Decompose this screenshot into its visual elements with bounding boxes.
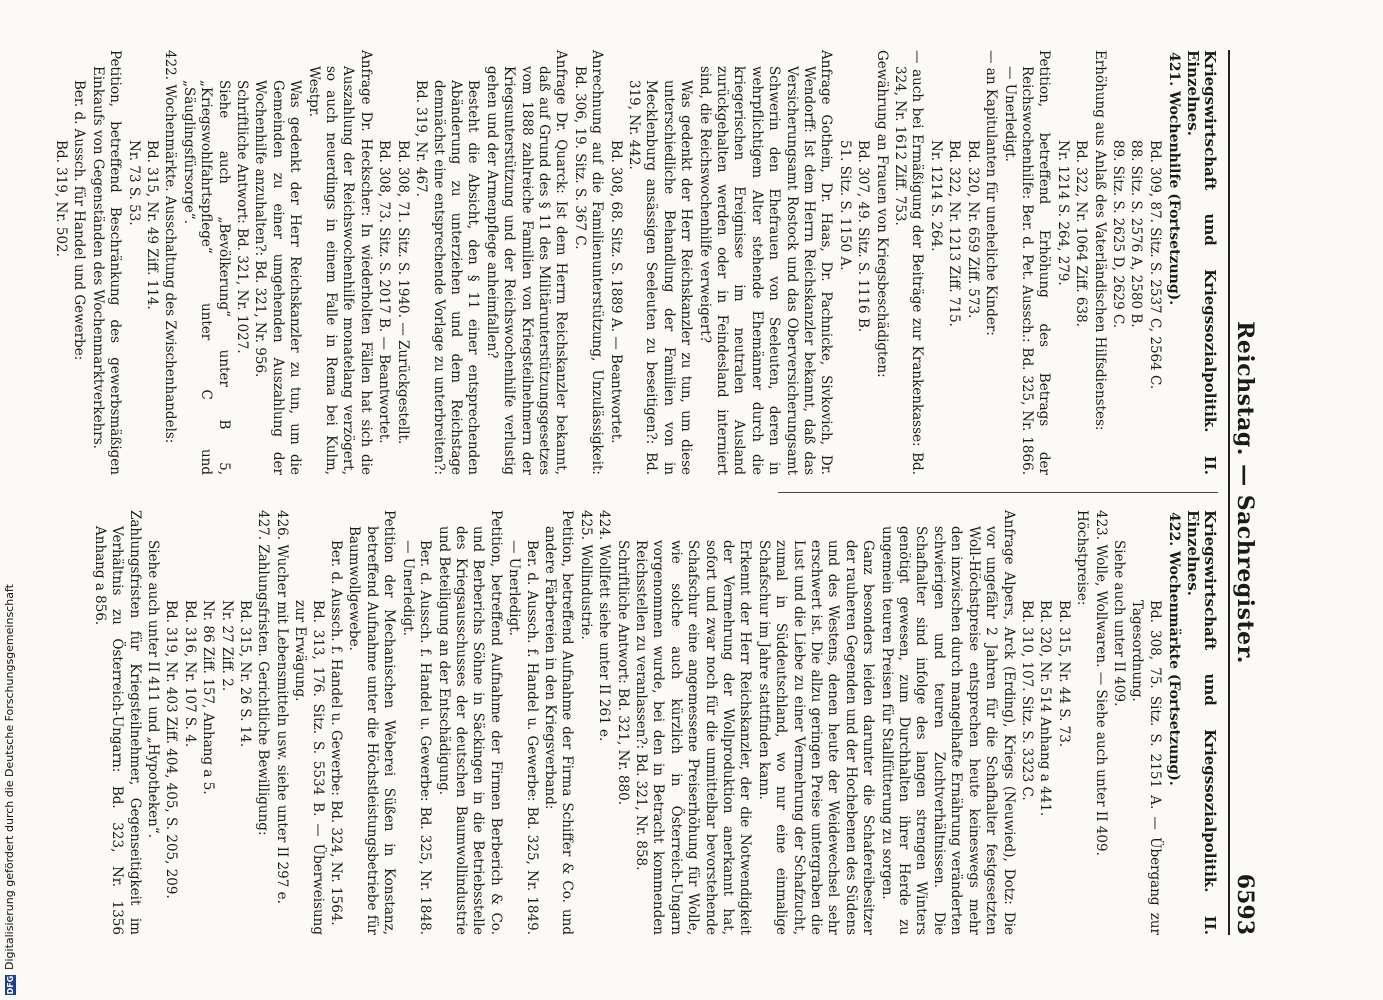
- right-entry: 427. Zahlungsfristen. Gerichtliche Bewilligung:: [255, 510, 272, 836]
- right-entry: 424. Wollfett siehe unter II 261 e.: [596, 510, 613, 742]
- left-entry: Besteht die Absicht, den § 11 einer entsprechenden Abänderung zu unterziehen und dem Reichstage demnächst eine entsprechende Vorlage zu unterbreiten?: Bd. 319, Nr. 467.: [413, 80, 482, 475]
- right-entry: Bd. 316, Nr. 107 S. 4.: [181, 600, 198, 748]
- right-column: [18, 510, 1218, 935]
- left-entries: [52, 50, 1163, 475]
- left-entry: Nr. 1214 S. 264, 279.: [1054, 140, 1071, 286]
- page-number: 6593: [1232, 873, 1258, 935]
- right-entry: Bd. 315, Nr. 44 S. 73.: [1055, 600, 1072, 748]
- left-sub-head: 421. Wochenhilfe (Fortsetzung).: [1166, 52, 1183, 306]
- left-entry: Erhöhung aus Anlaß des Vaterländischen Hilfsdienstes:: [1091, 50, 1108, 431]
- right-entry: Petition, betreffend Aufnahme der Firmen Berberich & Co. und Berberichs Söhne in Säckingen in die Betriebsstelle des Kriegsausschusses der deutschen Baumwollindustrie und Beteiligung an der Entschädigung.: [435, 510, 504, 935]
- left-entry: 51. Sitz. S. 1150 A.: [836, 140, 853, 271]
- right-entry: 423. Wolle, Wollwaren. — Siehe auch unter II 409.: [1092, 510, 1109, 856]
- page-content: [0, 50, 1280, 935]
- left-entry: Was gedenkt der Herr Reichskanzler zu tun, um die Gemeinden zu einer umgehenden Auszahlung der Wochenhilfe anzuhalten?: Bd. 321, Nr. 956.: [252, 80, 304, 475]
- running-header: [1228, 50, 1260, 935]
- right-entry: Bd. 315, Nr. 26 S. 14.: [237, 600, 254, 748]
- right-entry: Bd. 320, Nr. 514 Anhang a 441.: [1037, 600, 1054, 817]
- right-entry: Siehe auch unter II 411 und „Hypotheken“.: [145, 540, 162, 839]
- right-entry: Höchstpreise:: [1074, 510, 1091, 606]
- right-entry: 425. Wollindustrie.: [577, 510, 594, 640]
- right-entry: Petition, betreffend Aufnahme der Firma Schiffer & Co. und andere Färbereien in den Kriegsverband:: [541, 510, 576, 935]
- right-entry: Ber. d. Aussch. f. Handel u. Gewerbe: Bd. 325, Nr. 1848. — Unerledigt.: [399, 540, 434, 935]
- right-entry: 426. Wucher mit Lebensmitteln usw. siehe unter II 297 e.: [273, 510, 290, 904]
- right-entry: Ber. d. Aussch. f. Handel u. Gewerbe: Bd. 324, Nr. 1564.: [328, 540, 345, 926]
- left-entry: Bd. 320, Nr. 659 Ziff. 573.: [964, 140, 981, 319]
- left-entry: 422. Wochenmärkte. Ausschaltung des Zwischenhandels:: [162, 50, 179, 444]
- right-entry: Siehe auch unter II 409.: [1110, 540, 1127, 707]
- right-entry: Bd. 313, 176. Sitz. S. 5534 B. — Überweisung zur Erwägung.: [292, 600, 326, 935]
- left-entry: Bd. 308, 73. Sitz. S. 2017 B. — Beantwortet.: [376, 140, 393, 444]
- right-sub-head: 422. Wochenmärkte (Fortsetzung).: [1166, 512, 1183, 786]
- right-entry: Zahlungsfristen für Kriegsteilnehmer, Gegenseitigkeit im Verhältnis zu Österreich-Ungarn: Bd. 323, Nr. 1356 Anhang a 856.: [91, 510, 143, 935]
- left-entry: Nr. 73 S. 53.: [125, 140, 142, 226]
- footer-credit-text: Digitalisierung gefördert durch die Deutsche Forschungsgemeinschaft: [3, 584, 16, 970]
- left-entry: Petition, betreffend Beschränkung des gewerbsmäßigen Einkaufs von Gegenständen des Wochenmarktverkehrs.: [89, 50, 124, 475]
- right-entry: Schriftliche Antwort: Bd. 321, Nr. 880.: [614, 540, 631, 806]
- left-entry: — auch bei Ermäßigung der Beiträge zur Krankenkasse: Bd. 324, Nr. 1612 Ziff. 753.: [892, 50, 926, 475]
- left-entry: Nr. 1214 S. 264.: [927, 140, 944, 252]
- left-entry: Bd. 322, Nr. 1064 Ziff. 638.: [1073, 140, 1090, 327]
- left-entry: Bd. 308, 68. Sitz. S. 1889 A. — Beantwortet.: [607, 140, 624, 444]
- left-entry: Anrechnung auf die Familienunterstützung, Unzulässigkeit: Bd. 306, 19. Sitz. S. 367 C.: [571, 50, 606, 475]
- right-entry: Anfrage Alpers, Arck (Erding), Kriegs (Neuwied), Dotz: Die vor ungefähr 2 Jahren für die Schafhalter festgesetzten Woll-Höchstpreise entsprechen heute keineswegs mehr den inzwischen durch mangelhafte Ernährung veränderten schwierigen und teuren Zuchtverhältnissen. Die Schafhalter sind infolge des langen strengen Winters genötigt gewesen, zum Durchhalten ihrer Herde zu ungemein teuren Preisen für Stallfütterung zu sorgen.: [878, 510, 1017, 935]
- right-entry: Petition der Mechanischen Weberei Süßen in Konstanz, betreffend Aufnahme unter die Höchstleistungsbetriebe für Baumwollgewebe.: [346, 510, 398, 935]
- left-entry: Petition, betreffend Erhöhung des Betrags der Reichswochenhilfe: Ber. d. Pet. Aussch.: Bd. 325, Nr. 1866. — Unerledigt.: [1001, 50, 1053, 475]
- left-entry: Anfrage Dr. Heckscher: In wiederholten Fällen hat sich die Auszahlung der Reichswochenhilfe monatelang verzögert, so auch neuerdings in einem Falle in Rema bei Kulm, Westpr.: [305, 50, 374, 475]
- right-entry: Bd. 308, 75. Sitz. S. 2151 A. — Übergang zur Tagesordnung.: [1129, 600, 1163, 935]
- left-entry: Anfrage Gothein, Dr. Haas, Dr. Pachnicke, Sivkovich, Dr. Wendorff: Ist dem Herrn Reichskanzler bekannt, daß das Versicherungsamt Rostock und das Oberversicherungsamt Schwerin den Ehefrauen von Seeleuten, deren in wehrpflichtigem Alter stehende Ehemänner durch die kriegerischen Ereignisse im neutralen Ausland zurückgehalten werden oder in Feindesland interniert sind, die Reichswochenhilfe verweigert?: [696, 50, 835, 475]
- left-entry: Bd. 308, 71. Sitz. S. 1940. — Zurückgestellt.: [394, 140, 411, 445]
- left-entry: Siehe auch „Bevölkerung“ unter B 5, „Kriegswohlfahrtspflege“ unter C und „Säuglingsfürsorge“.: [180, 80, 232, 475]
- left-section-head: Kriegswirtschaft und Kriegssozialpolitik. II. Einzelnes.: [1183, 50, 1219, 475]
- left-entry: Bd. 315, Nr. 49 Ziff. 114.: [144, 140, 161, 310]
- right-section-head: Kriegswirtschaft und Kriegssozialpolitik. II. Einzelnes.: [1183, 510, 1219, 935]
- left-entry: Was gedenkt der Herr Reichskanzler zu tun, um diese unterschiedliche Behandlung der Familien von in Mecklenburg ansässigen Seeleuten zu beseitigen?: Bd. 319, Nr. 442.: [626, 80, 695, 475]
- left-entry: Bd. 319, Nr. 502.: [53, 140, 69, 257]
- right-entry: Nr. 86 Ziff. 157, Anhang a 5.: [200, 600, 217, 795]
- left-entry: Bd. 309, 87. Sitz. S. 2537 C, 2564 C.: [1146, 140, 1163, 390]
- dfg-logo-icon: DFG: [5, 975, 15, 995]
- right-entry: Bd. 310, 107. Sitz. S. 3323 C.: [1018, 600, 1035, 801]
- left-entry: Gewährung an Frauen von Kriegsbeschädigten:: [873, 50, 890, 378]
- left-column: [18, 50, 1218, 475]
- left-entry: Bd. 307, 49. Sitz. S. 1116 B.: [855, 140, 872, 333]
- right-entry: Nr. 27 Ziff. 2.: [218, 600, 235, 692]
- column-divider: [778, 492, 1218, 493]
- left-entry: Bd. 322, Nr. 1213 Ziff. 715.: [946, 140, 963, 327]
- left-entry: — an Kapitulanten für uneheliche Kinder:: [983, 50, 1000, 336]
- right-entry: Erkennt der Herr Reichskanzler, der die Notwendigkeit der Vermehrung der Wollproduktion anerkannt hat, sofort und zwar noch für die unmittelbar bevorstehende Schafschur eine angemessene Preiserhöhung für Wolle, wie solche auch kürzlich in Österreich-Ungarn vorgenommen wurde, bei den in Betracht kommenden Reichsstellen zu veranlassen?: Bd. 321, Nr. 858.: [633, 540, 754, 935]
- right-entry: Bd. 319, Nr. 403 Ziff. 404, 405, S. 205, 209.: [163, 600, 180, 899]
- right-entries: [90, 510, 1162, 935]
- left-entry: Ber. d. Aussch. für Handel und Gewerbe:: [71, 80, 88, 361]
- left-entry: Schriftliche Antwort: Bd. 321, Nr. 1027.: [234, 80, 251, 354]
- left-entry: 89. Sitz. S. 2625 D, 2629 C.: [1109, 140, 1126, 329]
- left-entry: Anfrage Dr. Quarck: Ist dem Herrn Reichskanzler bekannt, daß auf Grund des § 11 des Militärunterstützungsgesetzes vom 1888 zahlreiche Familien von Kriegsteilnehmern der Kriegsunterstützung und der Reichswochenhilfe verlustig gehen und der Armenpflege anheimfallen?: [483, 50, 570, 475]
- right-entry: Ganz besonders leiden darunter die Schafereibesitzer der rauheren Gegenden und der Hochebenen des Südens und des Westens, denen heute der Weidewechsel sehr erschwert ist. Die allzu geringen Preise untergraben die Lust und die Liebe zu einer Vermehrung der Schafzucht, zumal in Süddeutschland, wo nur eine einmalige Schafschur im Jahre stattfinden kann.: [755, 540, 877, 935]
- header-title: Reichstag. — Sachregister.: [1232, 321, 1258, 664]
- right-entry: Ber. d. Aussch. f. Handel u. Gewerbe: Bd. 325, Nr. 1849. — Unerledigt.: [506, 540, 540, 935]
- left-entry: 88. Sitz. S. 2576 A, 2580 B.: [1128, 140, 1145, 328]
